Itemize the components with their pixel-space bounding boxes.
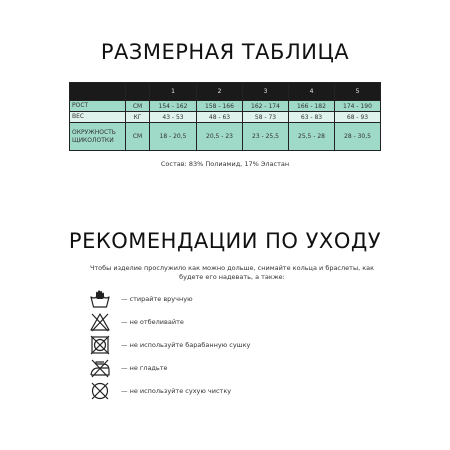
care-item-text: — не используйте барабанную сушку — [121, 341, 251, 349]
table-cell: 23 - 25,5 — [243, 123, 289, 151]
care-item-text: — стирайте вручную — [121, 295, 193, 303]
care-item-text: — не отбеливайте — [121, 318, 184, 326]
care-item-text: — не гладьте — [121, 364, 168, 372]
row-unit: СМ — [126, 101, 150, 112]
no-iron-icon — [89, 358, 111, 378]
care-item-text: — не используйте сухую чистку — [121, 387, 232, 395]
table-row-ankle — [70, 123, 381, 151]
no-tumble-dry-icon — [89, 335, 111, 355]
size-table-title: РАЗМЕРНАЯ ТАБЛИЦА — [100, 40, 350, 64]
table-cell: 154 - 162 — [150, 101, 197, 112]
hand-wash-icon — [89, 289, 111, 309]
care-intro: Чтобы изделие прослужило как можно дольше, снимайте кольца и браслеты, как будете его надевать, а также: — [89, 264, 375, 281]
table-cell: 68 - 93 — [335, 112, 381, 123]
no-dry-clean-icon — [89, 381, 111, 401]
header-cell-size-1: 1 — [150, 83, 197, 101]
size-table-header-row — [70, 83, 381, 101]
table-cell: 48 - 63 — [197, 112, 243, 123]
row-label: ВЕС — [70, 112, 126, 123]
row-label: РОСТ — [70, 101, 126, 112]
composition-text: Состав: 83% Полиамид, 17% Эластан — [160, 160, 290, 168]
size-table — [69, 82, 381, 151]
header-cell-size-4: 4 — [289, 83, 335, 101]
table-cell: 28 - 30,5 — [335, 123, 381, 151]
row-unit: СМ — [126, 123, 150, 151]
table-cell: 63 - 83 — [289, 112, 335, 123]
table-cell: 58 - 73 — [243, 112, 289, 123]
care-title: РЕКОМЕНДАЦИИ ПО УХОДУ — [68, 229, 382, 253]
table-row-height — [70, 101, 381, 112]
header-cell-size-2: 2 — [197, 83, 243, 101]
header-cell-size-3: 3 — [243, 83, 289, 101]
no-bleach-icon — [89, 312, 111, 332]
header-cell — [70, 83, 126, 101]
table-cell: 162 - 174 — [243, 101, 289, 112]
table-cell: 174 - 190 — [335, 101, 381, 112]
table-cell: 18 - 20,5 — [150, 123, 197, 151]
header-cell — [126, 83, 150, 101]
table-cell: 166 - 182 — [289, 101, 335, 112]
table-cell: 43 - 53 — [150, 112, 197, 123]
table-cell: 25,5 - 28 — [289, 123, 335, 151]
header-cell-size-5: 5 — [335, 83, 381, 101]
table-cell: 20,5 - 23 — [197, 123, 243, 151]
table-cell: 158 - 166 — [197, 101, 243, 112]
table-row-weight — [70, 112, 381, 123]
row-label: ОКРУЖНОСТЬ ЩИКОЛОТКИ — [70, 123, 126, 151]
row-unit: КГ — [126, 112, 150, 123]
